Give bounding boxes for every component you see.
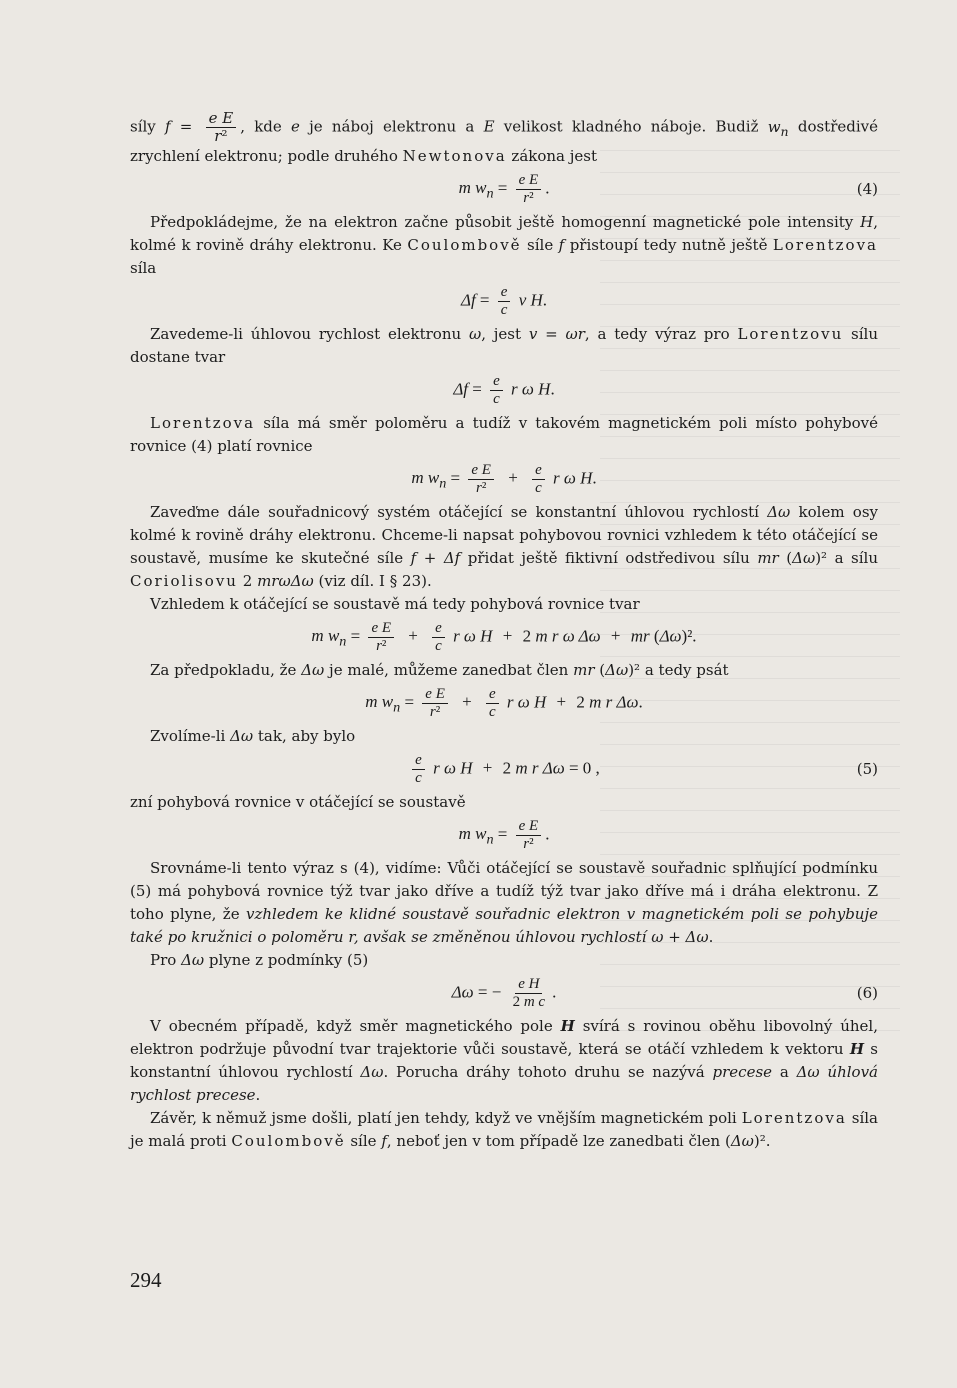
paragraph: Za předpokladu, že Δω je malé, můžeme zanedbat člen mr (Δω)² a tedy psát bbox=[150, 661, 729, 679]
paragraph: síly f = $\frac{\text{e E}}{\text{r²}}$ , kde e je náboj elektronu a E velikost kladného náboje. Budiž $w_n$ dostředivé zrychlení elektronu; podle druhého Newtonova zákona jest bbox=[130, 109, 878, 165]
equation-body: m $w_n$ = $\frac{\text{e E}}{\text{r²}}$ + $\frac{e}{c}$ r ω H. bbox=[411, 462, 597, 496]
equation-body: Δω = − $\frac{\text{e H}}{\text{2 m c}}$ . bbox=[451, 976, 557, 1010]
paragraph: zní pohybová rovnice v otáčející se soustavě bbox=[130, 793, 466, 811]
equation bbox=[130, 284, 878, 319]
equation bbox=[130, 752, 878, 787]
equation bbox=[130, 976, 878, 1011]
paragraph: Srovnáme-li tento výraz s (4), vidíme: Vůči otáčející se soustavě souřadnic splňující podmínku (5) má pohybová rovnice týž tvar jako dříve a tudíž týž tvar jako dříve má i dráha elektronu. Z toho plyne, že vzhledem ke klidné soustavě souřadnic elektron v magnetickém poli se pohybuje také po kružnici o poloměru r, avšak se změněnou úhlovou rychlostí ω + Δω. bbox=[130, 859, 878, 946]
equation bbox=[130, 462, 878, 497]
equation bbox=[130, 818, 878, 853]
equation-body: m $w_n$ = $\frac{\text{e E}}{\text{r²}}$ + $\frac{e}{c}$ r ω H + 2 m r ω Δω + mr (Δω)². bbox=[311, 620, 697, 654]
equation-body: m $w_n$ = $\frac{\text{e E}}{\text{r²}}$ + $\frac{e}{c}$ r ω H + 2 m r Δω. bbox=[365, 686, 643, 720]
paragraph: V obecném případě, když směr magnetického pole H svírá s rovinou oběhu libovolný úhel, elektron podržuje původní tvar trajektorie vůči soustavě, která se otáčí vzhledem k vektoru H s konstantní úhlovou rychlostí Δω. Porucha dráhy tohoto druhu se nazývá precese a Δω úhlová rychlost precese. bbox=[130, 1017, 879, 1104]
equation bbox=[130, 686, 878, 721]
paragraph: Lorentzova síla má směr poloměru a tudíž v takovém magnetickém poli místo pohybové rovnice (4) platí rovnice bbox=[130, 414, 878, 455]
equation-body: $\frac{e}{c}$ r ω H + 2 m r Δω = 0 , bbox=[408, 752, 600, 787]
equation bbox=[130, 620, 878, 655]
equation-number: (4) bbox=[856, 180, 878, 198]
paragraph: Zavedeme-li úhlovou rychlost elektronu ω, jest v = ωr, a tedy výraz pro Lorentzovu sílu dostane tvar bbox=[130, 325, 878, 366]
equation bbox=[130, 172, 878, 207]
equation-body: m $w_n$ = $\frac{\text{e E}}{\text{r²}}$ . bbox=[458, 818, 550, 852]
equation-number: (6) bbox=[856, 984, 878, 1002]
equation-body: Δf = $\frac{e}{c}$ r ω H. bbox=[453, 373, 555, 407]
paragraph: Předpokládejme, že na elektron začne působit ještě homogenní magnetické pole intensity H, kolmé k rovině dráhy elektronu. Ke Coulombově síle f přistoupí tedy nutně ještě Lorentzova síla bbox=[130, 213, 878, 277]
page-number: 294 bbox=[130, 1268, 162, 1292]
equation-body: m $w_n$ = $\frac{\text{e E}}{\text{r²}}$ . bbox=[458, 172, 550, 206]
paragraph: Zvolíme-li Δω tak, aby bylo bbox=[150, 727, 356, 745]
text-column bbox=[130, 110, 878, 1153]
equation-body: Δf = $\frac{e}{c}$ v H. bbox=[460, 284, 548, 318]
paragraph: Závěr, k němuž jsme došli, platí jen tehdy, když ve vnějším magnetickém poli Lorentzova síla je malá proti Coulombově síle f, neboť jen v tom případě lze zanedbati člen (Δω)². bbox=[130, 1109, 878, 1150]
equation bbox=[130, 373, 878, 408]
paragraph: Vzhledem k otáčející se soustavě má tedy pohybová rovnice tvar bbox=[150, 595, 640, 613]
equation-number: (5) bbox=[856, 760, 878, 778]
paragraph: Pro Δω plyne z podmínky (5) bbox=[150, 951, 369, 969]
paragraph: Zaveďme dále souřadnicový systém otáčející se konstantní úhlovou rychlostí Δω kolem osy kolmé k rovině dráhy elektronu. Chceme-li napsat pohybovou rovnici vzhledem k této otáčející se soustavě, musíme ke skutečné síle f + Δf přidat ještě fiktivní odstředivou sílu mr (Δω)² a sílu Coriolisovu 2 mrωΔω (viz díl. I § 23). bbox=[130, 503, 878, 590]
